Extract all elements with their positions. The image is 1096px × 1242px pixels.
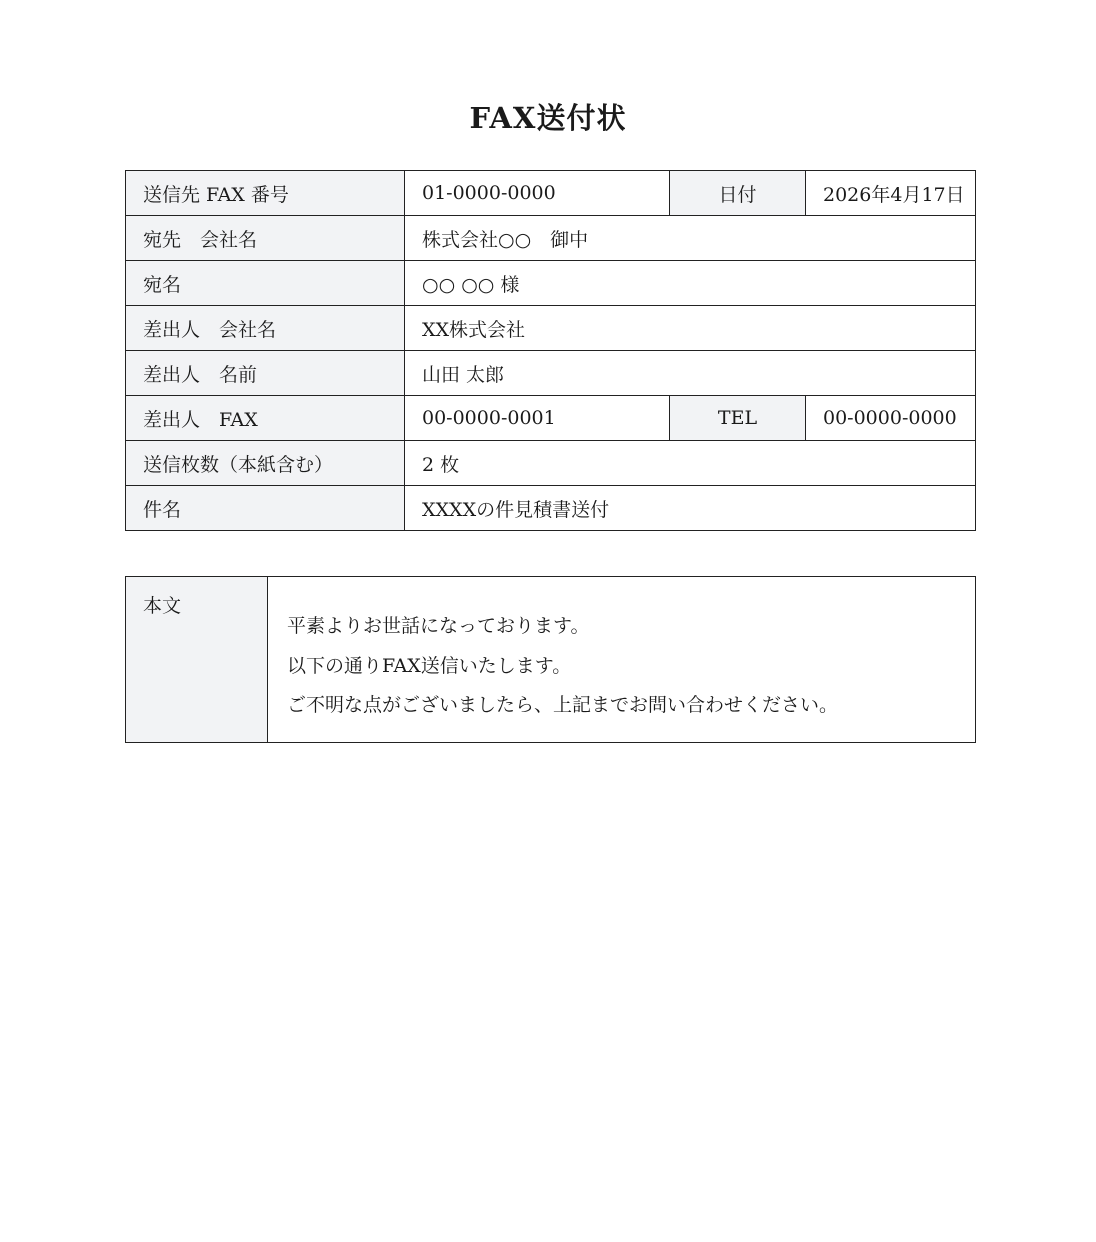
- table-row: [126, 261, 976, 306]
- recipient-fax-label: 送信先 FAX 番号: [126, 171, 405, 216]
- table-row: [126, 396, 976, 441]
- date-label: 日付: [670, 171, 806, 216]
- pages-label: 送信枚数（本紙含む）: [126, 441, 405, 486]
- table-row: [126, 306, 976, 351]
- sender-fax-label: 差出人 FAX: [126, 396, 405, 441]
- subject-label: 件名: [126, 486, 405, 531]
- sender-company-value: XX株式会社: [405, 306, 976, 351]
- table-row: [126, 216, 976, 261]
- date-value: 2026年4月17日: [806, 171, 976, 216]
- sender-company-label: 差出人 会社名: [126, 306, 405, 351]
- body-label: 本文: [126, 577, 268, 743]
- table-row: [126, 171, 976, 216]
- tel-value: 00-0000-0000: [806, 396, 976, 441]
- subject-value: XXXXの件見積書送付: [405, 486, 976, 531]
- sender-name-label: 差出人 名前: [126, 351, 405, 396]
- sender-fax-value: 00-0000-0001: [405, 396, 670, 441]
- pages-value: 2 枚: [405, 441, 976, 486]
- table-row: [126, 351, 976, 396]
- message-body-table: [125, 576, 976, 743]
- recipient-company-value: 株式会社○○ 御中: [405, 216, 976, 261]
- page-title: FAX送付状: [469, 101, 627, 135]
- recipient-name-label: 宛名: [126, 261, 405, 306]
- body-content: [268, 577, 976, 743]
- body-line: 以下の通りFAX送信いたします。: [287, 654, 572, 677]
- tel-label: TEL: [670, 396, 806, 441]
- table-row: [126, 486, 976, 531]
- sender-name-value: 山田 太郎: [405, 351, 976, 396]
- body-line: 平素よりお世話になっております。: [287, 615, 590, 637]
- body-line: ご不明な点がございましたら、上記までお問い合わせください。: [287, 694, 839, 716]
- recipient-fax-value: 01-0000-0000: [405, 171, 670, 216]
- recipient-name-value: ○○ ○○ 様: [405, 261, 976, 306]
- table-row: [126, 577, 976, 743]
- table-row: [126, 441, 976, 486]
- fax-info-table: [125, 170, 976, 531]
- recipient-company-label: 宛先 会社名: [126, 216, 405, 261]
